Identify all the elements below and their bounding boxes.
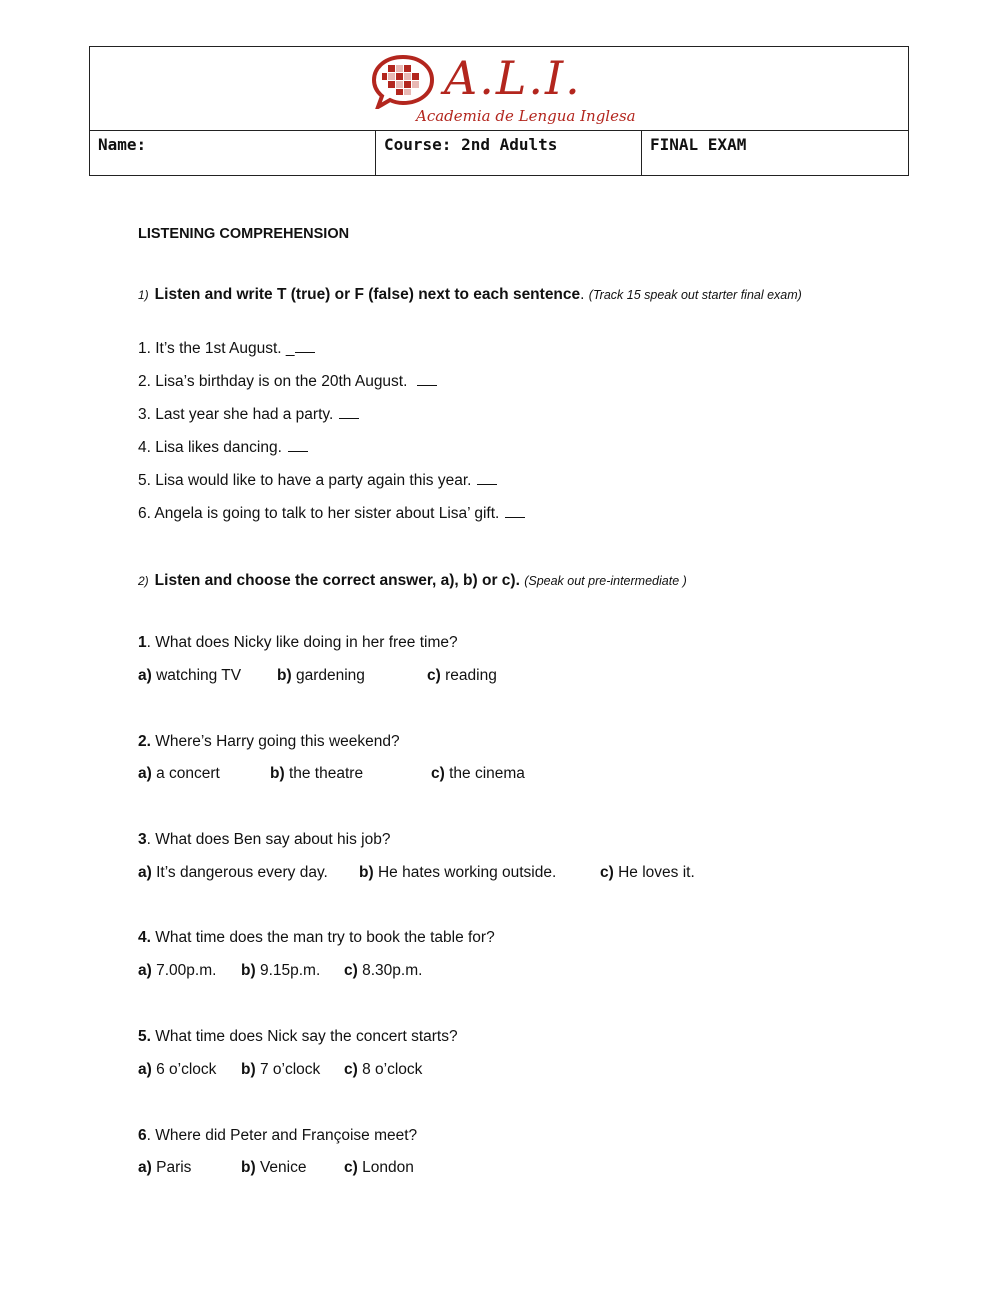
question-1: 1. What does Nicky like doing in her free time?: [138, 634, 458, 651]
logo-row: [90, 47, 908, 131]
option-a[interactable]: a) Paris: [138, 1159, 192, 1176]
answer-blank[interactable]: [295, 340, 315, 353]
part1-note: (Track 15 speak out starter final exam): [588, 288, 802, 302]
option-c[interactable]: c) reading: [427, 667, 497, 684]
part2-number: 2): [138, 574, 149, 588]
tf-item-4: 4. Lisa likes dancing.: [138, 439, 308, 457]
options-5: [138, 1061, 422, 1079]
section-title: LISTENING COMPREHENSION: [138, 226, 350, 242]
question-5: 5. What time does Nick say the concert starts?: [138, 1028, 458, 1045]
option-b[interactable]: b) gardening: [277, 667, 365, 684]
logo-title: A.L.I.: [444, 51, 582, 105]
options-3: [138, 864, 695, 882]
course-field: Course: 2nd Adults: [376, 131, 642, 175]
name-field[interactable]: Name:: [90, 131, 376, 175]
options-4: [138, 962, 422, 980]
options-2: [138, 765, 525, 783]
option-c[interactable]: c) 8.30p.m.: [344, 962, 423, 979]
option-b[interactable]: b) Venice: [241, 1159, 307, 1176]
tf-item-1: 1. It’s the 1st August. _: [138, 340, 315, 358]
question-2: 2. Where’s Harry going this weekend?: [138, 733, 400, 750]
option-a[interactable]: a) It’s dangerous every day.: [138, 864, 328, 881]
option-a[interactable]: a) watching TV: [138, 667, 242, 684]
part1-number: 1): [138, 288, 149, 302]
answer-blank[interactable]: [288, 439, 308, 452]
option-b[interactable]: b) 9.15p.m.: [241, 962, 321, 979]
options-6: [138, 1159, 414, 1177]
option-b[interactable]: b) the theatre: [270, 765, 364, 782]
answer-blank[interactable]: [339, 406, 359, 419]
tf-item-2: 2. Lisa’s birthday is on the 20th August.: [138, 373, 437, 391]
tf-item-3: 3. Last year she had a party.: [138, 406, 359, 424]
option-a[interactable]: a) a concert: [138, 765, 220, 782]
option-c[interactable]: c) 8 o’clock: [344, 1061, 423, 1078]
option-c[interactable]: c) London: [344, 1159, 414, 1176]
option-b[interactable]: b) He hates working outside.: [359, 864, 557, 881]
options-1: [138, 667, 497, 685]
option-c[interactable]: c) the cinema: [431, 765, 525, 782]
part1-instruction: 1) Listen and write T (true) or F (false) next to each sentence. (Track 15 speak out starter final exam): [138, 286, 802, 303]
exam-header: [89, 46, 909, 176]
tf-item-5: 5. Lisa would like to have a party again this year.: [138, 472, 497, 490]
ali-logo: [370, 51, 636, 129]
part2-note: (Speak out pre-intermediate ): [524, 574, 687, 588]
part2-instruction: [138, 572, 687, 590]
exam-title: FINAL EXAM: [650, 135, 747, 154]
speech-bubble-globe-icon: [370, 53, 436, 109]
answer-blank[interactable]: [417, 373, 437, 386]
tf-item-6: 6. Angela is going to talk to her sister about Lisa’ gift.: [138, 505, 525, 523]
part1-instruction-text: Listen and write T (true) or F (false) next to each sentence: [154, 286, 581, 303]
question-3: 3. What does Ben say about his job?: [138, 831, 391, 848]
part2-instruction-text: Listen and choose the correct answer, a), b) or c).: [154, 572, 520, 589]
option-a[interactable]: a) 7.00p.m.: [138, 962, 217, 979]
question-4: 4. What time does the man try to book the table for?: [138, 929, 495, 946]
answer-blank[interactable]: [477, 472, 497, 485]
question-6: 6. Where did Peter and Françoise meet?: [138, 1127, 418, 1144]
answer-blank[interactable]: [505, 505, 525, 518]
logo-subtitle: Academia de Lengua Inglesa: [416, 107, 636, 125]
option-b[interactable]: b) 7 o’clock: [241, 1061, 321, 1078]
option-a[interactable]: a) 6 o’clock: [138, 1061, 217, 1078]
option-c[interactable]: c) He loves it.: [600, 864, 695, 881]
